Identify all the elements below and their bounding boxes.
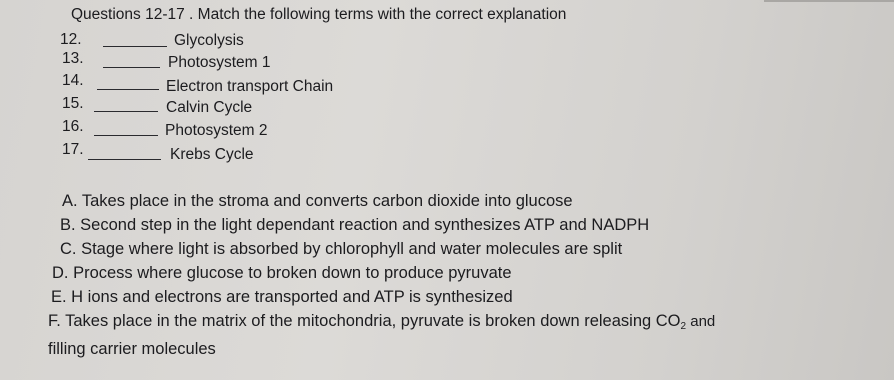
question-number: 15.: [62, 95, 84, 112]
answer-blank-14[interactable]: [97, 75, 159, 90]
option-e: E. H ions and electrons are transported and ATP is synthesized: [51, 288, 513, 306]
option-c: C. Stage where light is absorbed by chlorophyll and water molecules are split: [60, 240, 623, 258]
question-term: Calvin Cycle: [166, 99, 253, 116]
question-term: Photosystem 2: [165, 122, 268, 139]
page-edge: [764, 0, 894, 2]
question-term: Krebs Cycle: [170, 146, 254, 163]
question-term: Electron transport Chain: [166, 78, 334, 95]
option-b: B. Second step in the light dependant reaction and synthesizes ATP and NADPH: [60, 216, 650, 234]
question-term: Glycolysis: [174, 32, 244, 49]
question-number: 17.: [62, 141, 84, 158]
question-number: 16.: [62, 118, 84, 135]
option-a: A. Takes place in the stroma and converts carbon dioxide into glucose: [62, 192, 573, 210]
question-term: Photosystem 1: [168, 54, 271, 71]
co2-subscript: 2: [680, 321, 687, 332]
question-number: 12.: [60, 31, 82, 48]
question-number: 13.: [62, 50, 84, 67]
answer-blank-13[interactable]: [103, 53, 160, 68]
option-f-continuation: filling carrier molecules: [48, 340, 216, 358]
option-f-text: F. Takes place in the matrix of the mitochondria, pyruvate is broken down releasing CO: [48, 312, 681, 330]
answer-blank-15[interactable]: [94, 97, 158, 112]
option-d: D. Process where glucose to broken down to produce pyruvate: [52, 264, 512, 282]
questions-heading: Questions 12-17 . Match the following terms with the correct explanation: [71, 6, 567, 23]
answer-blank-17[interactable]: [88, 145, 161, 160]
question-number: 14.: [62, 72, 84, 89]
answer-blank-12[interactable]: [103, 32, 167, 47]
answer-blank-16[interactable]: [94, 121, 158, 136]
option-f-and: and: [686, 313, 716, 330]
option-f: [48, 312, 715, 332]
